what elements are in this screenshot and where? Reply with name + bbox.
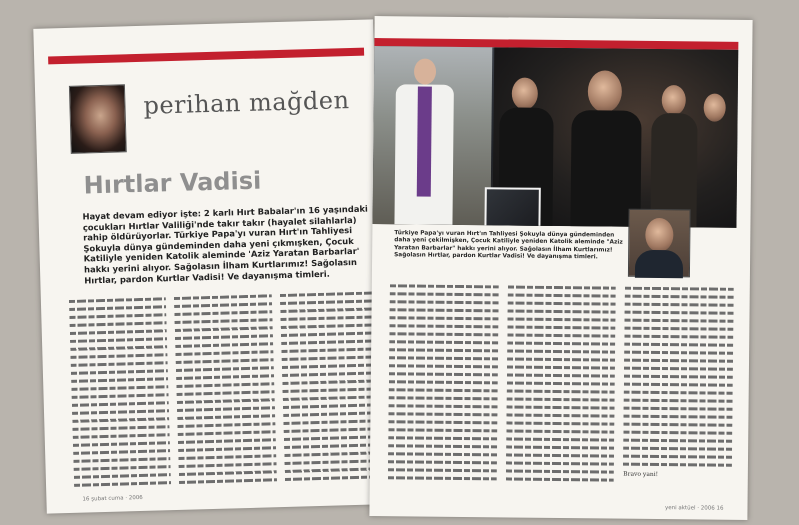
body-column-2 (174, 294, 277, 493)
actor-face (588, 70, 622, 112)
crowd-face (704, 93, 726, 121)
right-body-columns (388, 284, 734, 498)
closing-line: Bravo yani! (623, 470, 659, 479)
priest-stole (417, 86, 432, 196)
article-headline: Hırtlar Vadisi (83, 166, 262, 200)
inset-photo (484, 187, 540, 228)
right-body-column-1 (388, 284, 499, 495)
priest-head (414, 58, 436, 84)
right-body-column-3 (623, 287, 734, 498)
red-header-bar (48, 48, 364, 65)
left-page-footer: 16 şubat cuma · 2006 (82, 494, 143, 503)
photo-caption: Türkiye Papa'yı vuran Hırt'ın Tahliyesi Şokuyla dünya gündeminden daha yeni çekilmişken, Çocuk Katiliyle yeniden Katolik aleminde "Aziz Yaratan Barbarlar" hakkı yerini alıyor. Sağolasın İlham Kurtlarımız! Sağolasın Hırtlar, pardon Kurtlar Vadisi! Ve dayanışma timleri. (394, 230, 623, 261)
article-lead: Hayat devam ediyor işte: 2 karlı Hırt Babalar'ın 16 yaşındaki çocukları Hırtlar Valiliği'nde takır takır (hayalet silahlarla) rahip öldürüyorlar. Türkiye Papa'yı vuran Hırt'ın Tahliyesi Şokuyla dünya gündeminden daha yeni çıkmışken, Çocuk Katiliyle yeniden Katolik aleminde 'Aziz Yaratan Barbarlar' hakkı yerini alıyor. Sağolasın İlham Kurtlarımız! Sağolasın Hırtlar, pardon Kurtlar Vadisi! Ve dayanışma timleri. (82, 203, 368, 286)
priest-photo (372, 46, 492, 225)
body-column-1 (69, 297, 172, 496)
official-face (645, 218, 673, 252)
author-name: perihan mağden (143, 86, 350, 120)
official-portrait (628, 209, 691, 278)
right-page (369, 16, 752, 520)
crowd-face (512, 77, 538, 109)
body-column-3 (279, 291, 382, 490)
left-page (33, 19, 386, 513)
right-page-footer: yeni aktüel · 2006 16 (664, 505, 724, 512)
news-photo-strip (372, 46, 738, 228)
right-body-column-2 (505, 285, 616, 496)
author-photo (69, 84, 127, 154)
official-suit (635, 250, 683, 279)
body-columns (69, 291, 382, 496)
crowd-face (662, 85, 686, 115)
